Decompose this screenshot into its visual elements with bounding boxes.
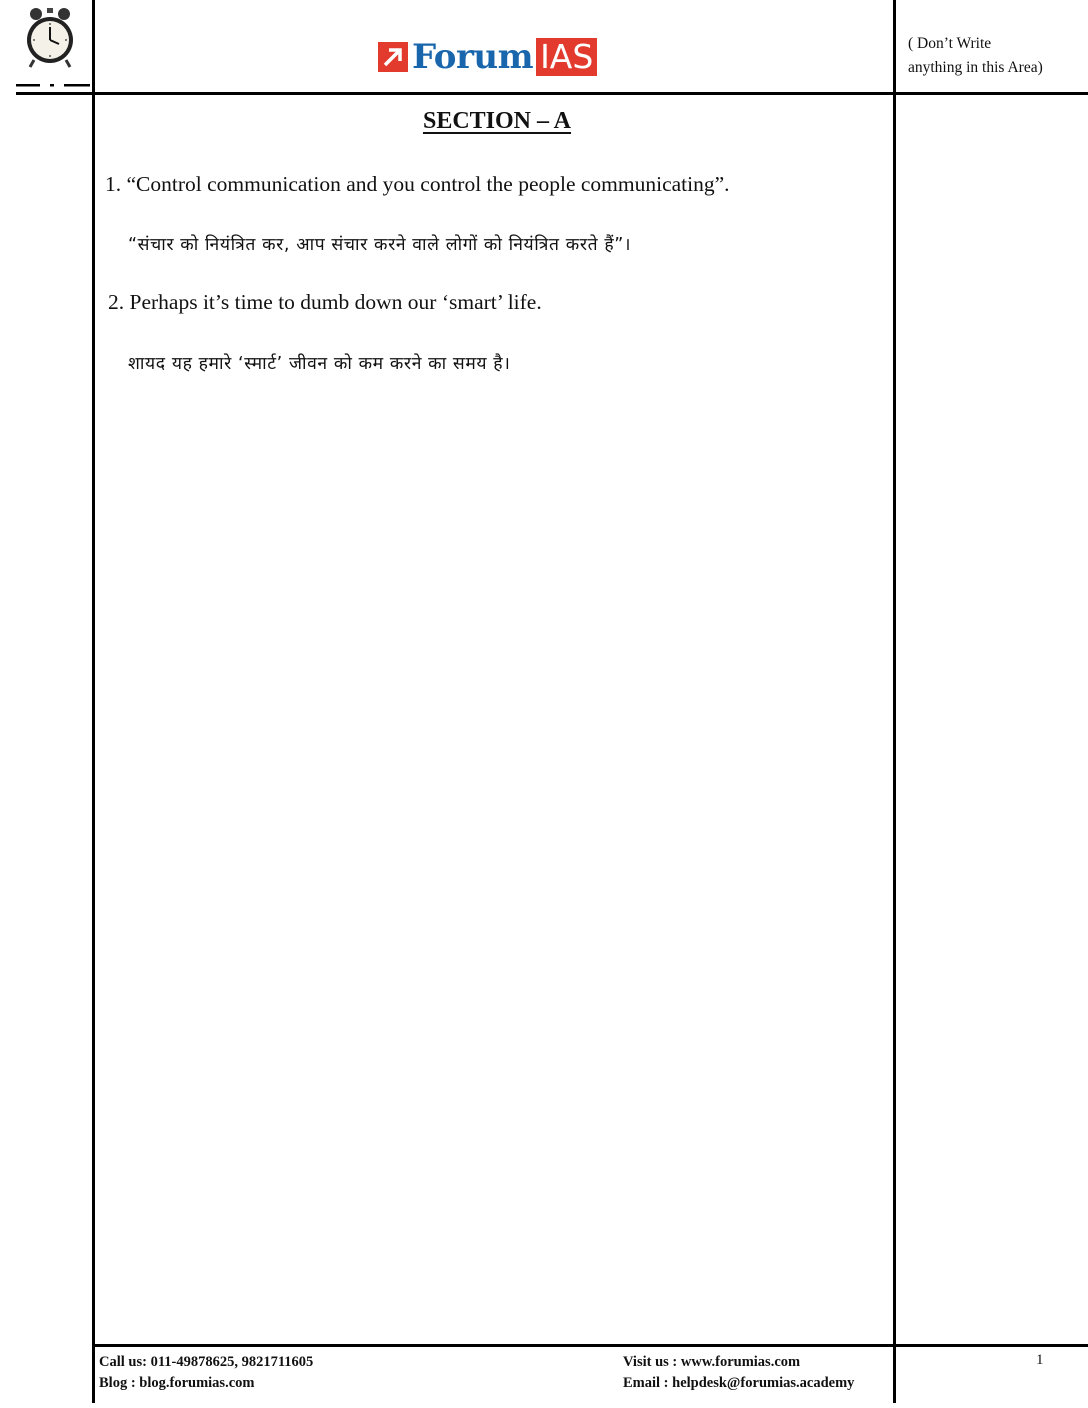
logo-forum-text: Forum bbox=[412, 37, 534, 77]
question-2-hindi: शायद यह हमारे ‘स्मार्ट’ जीवन को कम करने का समय है। bbox=[128, 354, 511, 374]
alarm-clock-icon bbox=[22, 6, 78, 68]
footer-visit: Visit us : www.forumias.com bbox=[623, 1354, 801, 1370]
margin-note bbox=[908, 32, 1078, 80]
footer-web bbox=[623, 1352, 854, 1394]
time-blank-field bbox=[16, 82, 90, 88]
page-number: 1 bbox=[1036, 1352, 1044, 1368]
footer-divider bbox=[92, 1344, 1088, 1347]
margin-note-line-1: ( Don’t Write bbox=[908, 35, 992, 52]
header-divider bbox=[16, 92, 1088, 95]
footer-blog: Blog : blog.forumias.com bbox=[99, 1375, 255, 1391]
question-1-hindi: “संचार को नियंत्रित कर, आप संचार करने वाले लोगों को नियंत्रित करते हैं”। bbox=[128, 235, 632, 255]
margin-note-line-2: anything in this Area) bbox=[908, 59, 1043, 76]
question-2-english: 2. Perhaps it’s time to dumb down our ‘smart’ life. bbox=[108, 290, 542, 314]
question-1-english: 1. “Control communication and you control the people communicating”. bbox=[105, 172, 730, 196]
forumias-logo bbox=[378, 38, 597, 76]
footer-email: Email : helpdesk@forumias.academy bbox=[623, 1375, 855, 1391]
arrow-up-right-icon bbox=[378, 42, 408, 72]
left-margin-line bbox=[92, 0, 95, 1403]
section-title: SECTION – A bbox=[422, 108, 572, 134]
footer-contact bbox=[99, 1352, 313, 1394]
right-margin-line bbox=[893, 0, 896, 1403]
logo-ias-text: IAS bbox=[536, 38, 597, 76]
footer-call: Call us: 011-49878625, 9821711605 bbox=[99, 1354, 314, 1370]
